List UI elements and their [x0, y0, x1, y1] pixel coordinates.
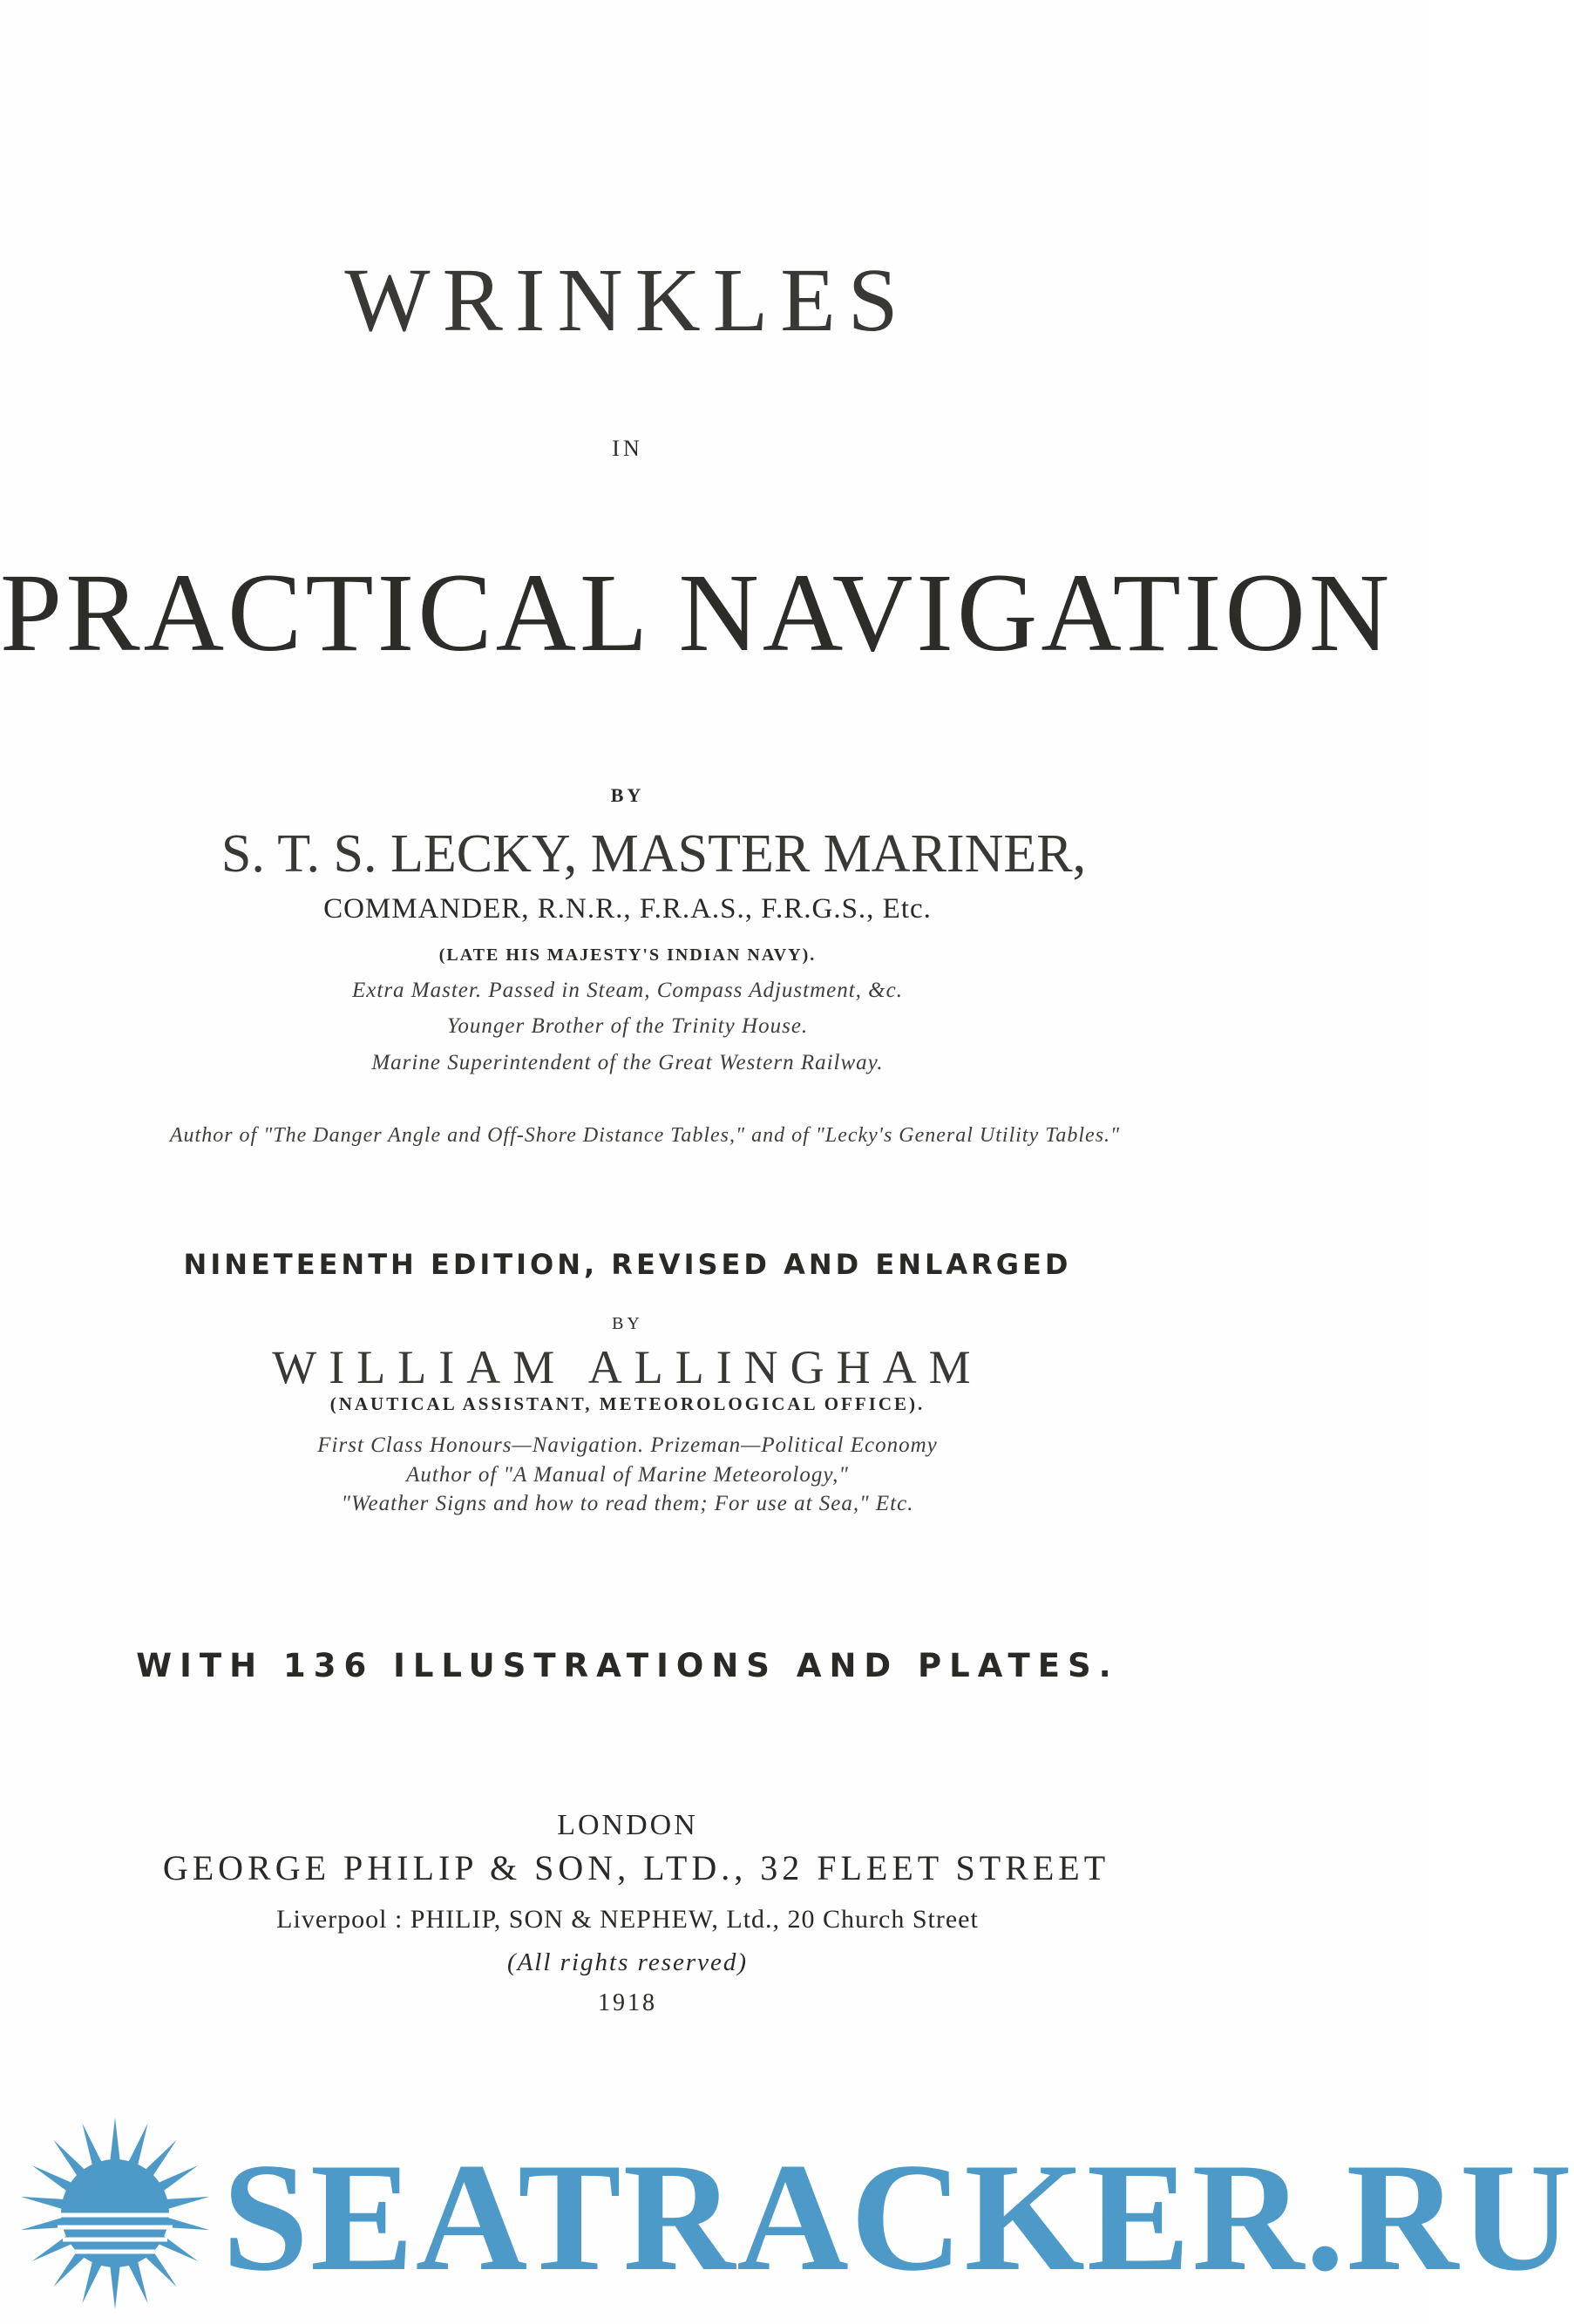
publisher-name: GEORGE PHILIP & SON, LTD., 32 FLEET STREET	[162, 1848, 1110, 1887]
author-other-works: Author of "The Danger Angle and Off-Shore Distance Tables," and of "Lecky's General Utility Tables."	[169, 1124, 1121, 1147]
author-distinction: Younger Brother of the Trinity House.	[446, 1014, 809, 1038]
sun-icon	[19, 2117, 211, 2309]
publication-year: 1918	[598, 1989, 657, 2016]
author-late-service: (LATE HIS MAJESTY'S INDIAN NAVY).	[438, 945, 817, 965]
book-subtitle: PRACTICAL NAVIGATION	[0, 551, 1394, 674]
author-distinction: Extra Master. Passed in Steam, Compass Adjustment, &c.	[352, 979, 903, 1002]
publisher-city: LONDON	[557, 1809, 698, 1841]
watermark-text: SEATRACKER.RU	[222, 2131, 1574, 2303]
book-title: WRINKLES	[344, 250, 911, 350]
in-word: IN	[612, 436, 643, 461]
author-distinction: Marine Superintendent of the Great Western Railway.	[371, 1051, 884, 1074]
by-label-2: BY	[612, 1314, 643, 1333]
reviser-role: (NAUTICAL ASSISTANT, METEOROLOGICAL OFFICE).	[329, 1393, 926, 1414]
reviser-name: WILLIAM ALLINGHAM	[272, 1341, 983, 1393]
publisher-branch: Liverpool : PHILIP, SON & NEPHEW, Ltd., 20 Church Street	[276, 1905, 979, 1934]
rights-notice: (All rights reserved)	[506, 1948, 749, 1976]
author-credentials: COMMANDER, R.N.R., F.R.A.S., F.R.G.S., Etc.	[323, 893, 932, 925]
author-name: S. T. S. LECKY, MASTER MARINER,	[220, 824, 1087, 884]
by-label: BY	[610, 784, 645, 806]
illustrations-note: WITH 136 ILLUSTRATIONS AND PLATES.	[136, 1647, 1119, 1684]
reviser-credit: Author of "A Manual of Marine Meteorology,"	[406, 1463, 849, 1487]
reviser-credit: "Weather Signs and how to read them; For use at Sea," Etc.	[341, 1492, 914, 1515]
reviser-credit: First Class Honours—Navigation. Prizeman—Political Economy	[317, 1433, 938, 1457]
edition-statement: NINETEENTH EDITION, REVISED AND ENLARGED	[183, 1248, 1072, 1281]
